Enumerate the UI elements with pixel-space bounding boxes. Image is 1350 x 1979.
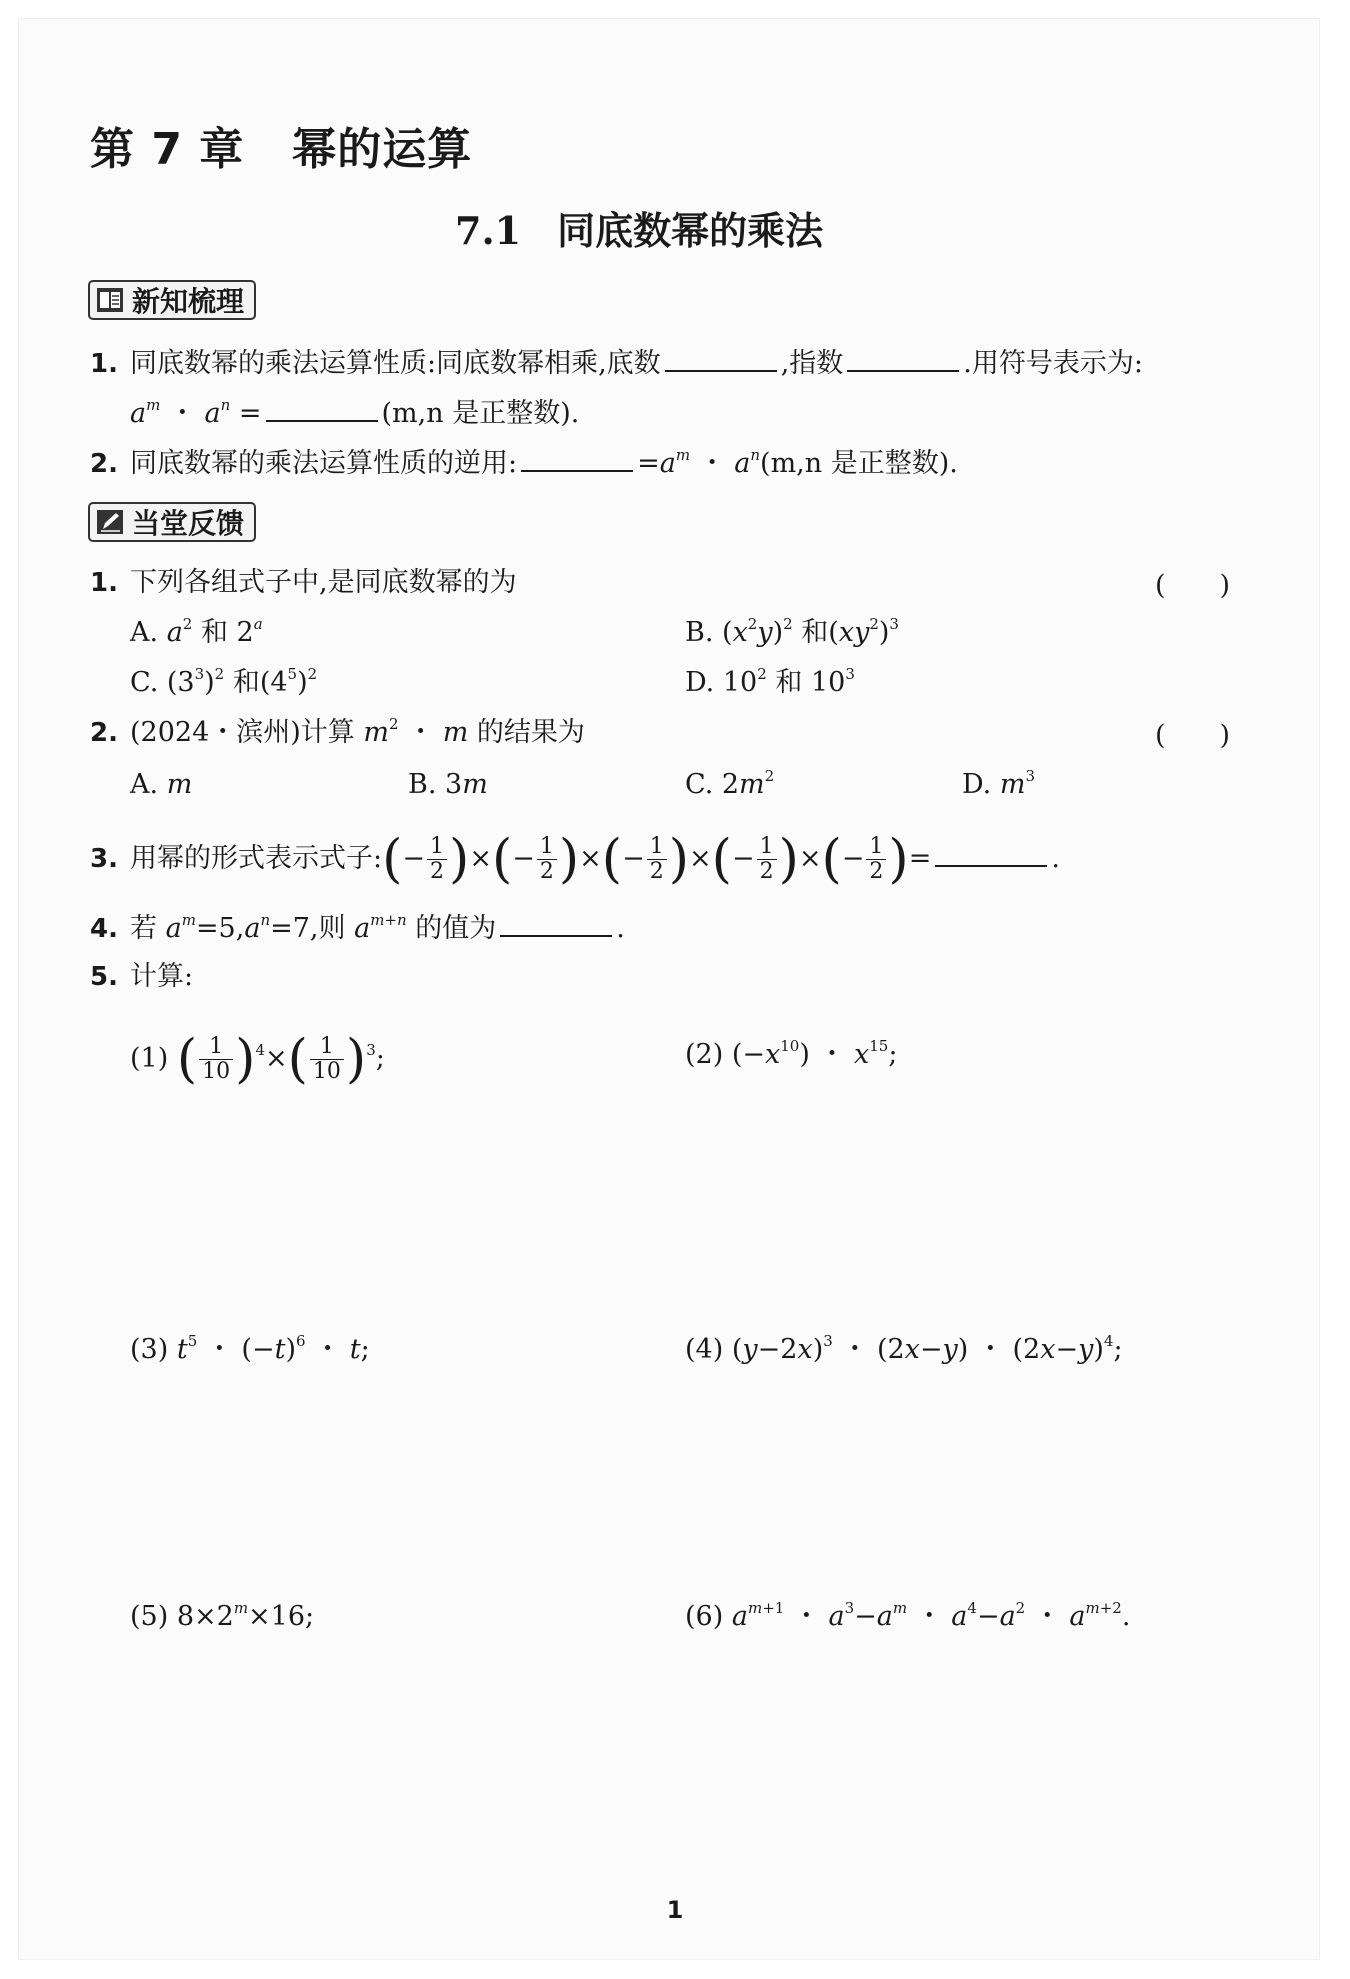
option-b: B. 3m (408, 769, 488, 800)
item-text: 用幂的形式表示式子: (130, 843, 383, 874)
item-text: .用符号表示为: (963, 348, 1143, 379)
option-b: B. $(x^2y)^2$ 和$(xy^2)^3$ (685, 615, 899, 648)
option-c: C. $(3^3)^2$ 和$(4^5)^2$ (130, 665, 318, 698)
feedback-item-4: 4. 若 $a^m=5,a^n=7$,则 $a^{m+n}$ 的值为 . (90, 907, 625, 949)
item-text: 计算: (130, 961, 194, 992)
option-letter: B. (408, 769, 437, 800)
calc-part-3: (3) $t^5$ ・ $(-t)^6$ ・ t; (130, 1332, 370, 1365)
section-title: 同底数幂的乘法 (557, 208, 824, 253)
calc-part-1: (1) ( $\frac{1}{10}$ )$^4$×( $\frac{1}{10}$ )$^3$; (130, 1029, 385, 1090)
chapter-title: 幂的运算 (292, 124, 473, 175)
chapter-heading (90, 113, 472, 177)
answer-blank[interactable] (935, 837, 1047, 867)
option-letter: A. (130, 617, 159, 648)
answer-blank[interactable] (665, 342, 777, 372)
badge-feedback (88, 502, 256, 542)
knowledge-item-1-line2 (130, 392, 579, 434)
section-number: 7.1 (455, 208, 522, 253)
answer-blank[interactable] (521, 442, 633, 472)
option-a: A. $a^2$ 和 2$^a$ (130, 615, 263, 648)
part-label: (3) (130, 1334, 169, 1365)
item-number: 5. (90, 962, 118, 992)
item-text: 的值为 (415, 913, 497, 944)
calc-part-5: (5) $8\times 2^m\times 16$; (130, 1599, 315, 1632)
pencil-icon (96, 509, 124, 535)
part-label: (1) (130, 1043, 169, 1074)
formula: (− $\frac{1}{2}$ )×(− $\frac{1}{2}$ )×(− $\frac{1}{2}$ )×(− $\frac{1}{2}$ )×(− $\frac{1}{2}$ )= (382, 829, 932, 890)
item-text: 的结果为 (476, 717, 585, 748)
formula: $a^m$ ・ $a^n$ = (130, 396, 262, 429)
part-label: (4) (685, 1334, 724, 1365)
item-number: 1. (90, 568, 118, 598)
answer-bracket[interactable]: ( ) (1155, 720, 1231, 751)
option-letter: D. (685, 667, 715, 698)
option-a: A. m (130, 769, 193, 800)
part-label: (6) (685, 1601, 724, 1632)
answer-blank[interactable] (500, 907, 612, 937)
option-letter: A. (130, 769, 159, 800)
answer-blank[interactable] (266, 392, 378, 422)
item-number: 2. (90, 449, 118, 479)
answer-bracket[interactable]: ( ) (1155, 570, 1231, 601)
feedback-item-5 (90, 957, 193, 997)
option-letter: D. (962, 769, 992, 800)
feedback-item-1 (90, 563, 517, 603)
part-label: (2) (685, 1039, 724, 1070)
item-text: 下列各组式子中,是同底数幂的为 (130, 567, 517, 598)
option-d: D. $m^3$ (962, 767, 1036, 800)
book-icon (96, 287, 124, 313)
chapter-label: 第 7 章 (90, 124, 245, 175)
calc-part-4: (4) $(y-2x)^3$ ・ (2x−y) ・ $(2x-y)^4$; (685, 1332, 1123, 1365)
item-text: ,指数 (780, 348, 844, 379)
badge-label: 当堂反馈 (132, 507, 245, 540)
and-word: 和 (200, 617, 228, 648)
item-number: 2. (90, 718, 118, 748)
section-heading (455, 200, 823, 255)
option-d: D. $10^2$ 和 $10^3$ (685, 665, 855, 698)
item-text: 同底数幂的乘法运算性质:同底数幂相乘,底数 (130, 348, 661, 379)
and-word: 和 (232, 667, 260, 698)
knowledge-item-1 (90, 342, 1143, 384)
badge-new-knowledge (88, 280, 256, 320)
item-text: 若 (130, 913, 157, 944)
page-number: 1 (666, 1896, 684, 1924)
and-word: 和 (801, 617, 829, 648)
item-number: 4. (90, 914, 118, 944)
option-letter: B. (685, 617, 714, 648)
option-letter: C. (130, 667, 159, 698)
item-text: 同底数幂的乘法运算性质的逆用: (130, 448, 518, 479)
and-word: 和 (775, 667, 803, 698)
knowledge-item-2 (90, 442, 958, 484)
feedback-item-3: 3. 用幂的形式表示式子:(− $\frac{1}{2}$ )×(− $\frac{1}{2}$ )×(− $\frac{1}{2}$ )×(− $\frac{1}{2}$ )×(− $\frac{1}{2}$ )= . (90, 829, 1060, 890)
calc-part-2: (2) $(-x^{10})$ ・ $x^{15}$; (685, 1037, 898, 1070)
item-text: (2024・滨州)计算 (130, 717, 355, 748)
part-label: (5) (130, 1601, 169, 1632)
item-number: 3. (90, 844, 118, 874)
option-c: C. $2m^2$ (685, 767, 775, 800)
item-number: 1. (90, 349, 118, 379)
badge-label: 新知梳理 (132, 285, 245, 318)
feedback-item-2: 2. (2024・滨州)计算 $m^2$ ・ m 的结果为 (90, 713, 585, 753)
item-text: (m,n 是正整数). (760, 448, 958, 479)
option-letter: C. (685, 769, 714, 800)
calc-part-6: (6) $a^{m+1}$ ・ $a^3-a^m$ ・ $a^4-a^2$ ・ $a^{m+2}$. (685, 1599, 1131, 1632)
answer-blank[interactable] (847, 342, 959, 372)
formula: $=a^m$ ・ $a^n$ (637, 446, 761, 479)
item-text: (m,n 是正整数). (381, 398, 580, 429)
